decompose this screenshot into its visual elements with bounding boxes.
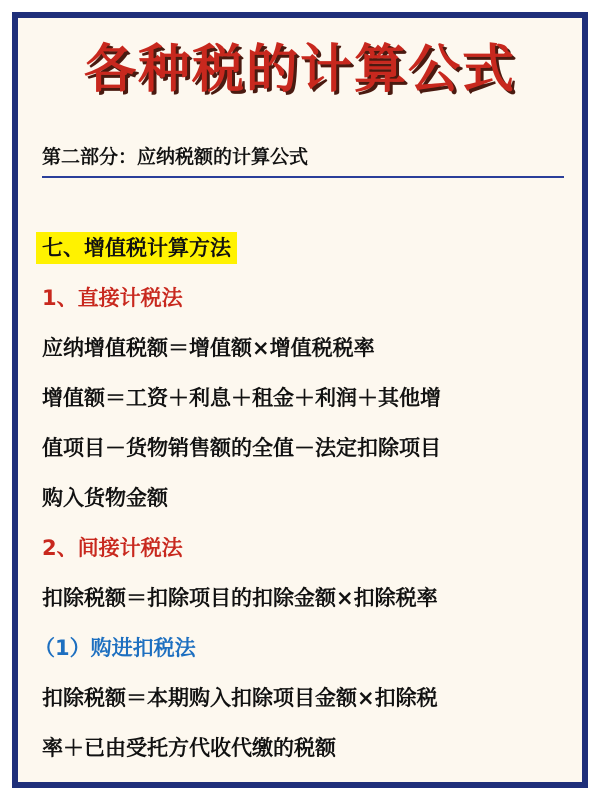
subheading-purchase-deduction: （1）购进扣税法 <box>34 636 196 660</box>
formula-line: 应纳增值税额＝增值额×增值税税率 <box>42 336 375 360</box>
formula-line: 值项目－货物销售额的全值－法定扣除项目 <box>42 436 441 460</box>
section-divider <box>42 176 564 178</box>
formula-line: 率＋已由受托方代收代缴的税额 <box>42 736 336 760</box>
formula-line: 增值额＝工资＋利息＋租金＋利润＋其他增 <box>42 386 441 410</box>
page-frame <box>12 12 588 788</box>
subheading-indirect-method: 2、间接计税法 <box>42 536 183 560</box>
formula-line: 扣除税额＝扣除项目的扣除金额×扣除税率 <box>42 586 438 610</box>
formula-line: 扣除税额＝本期购入扣除项目金额×扣除税 <box>42 686 438 710</box>
heading-vat-label: 七、增值税计算方法 <box>36 232 237 264</box>
formula-line: 购入货物金额 <box>42 486 168 510</box>
heading-vat <box>42 236 237 261</box>
section-header: 第二部分：应纳税额的计算公式 <box>42 146 309 168</box>
subheading-direct-method: 1、直接计税法 <box>42 286 183 310</box>
page-title: 各种税的计算公式 <box>83 39 516 100</box>
